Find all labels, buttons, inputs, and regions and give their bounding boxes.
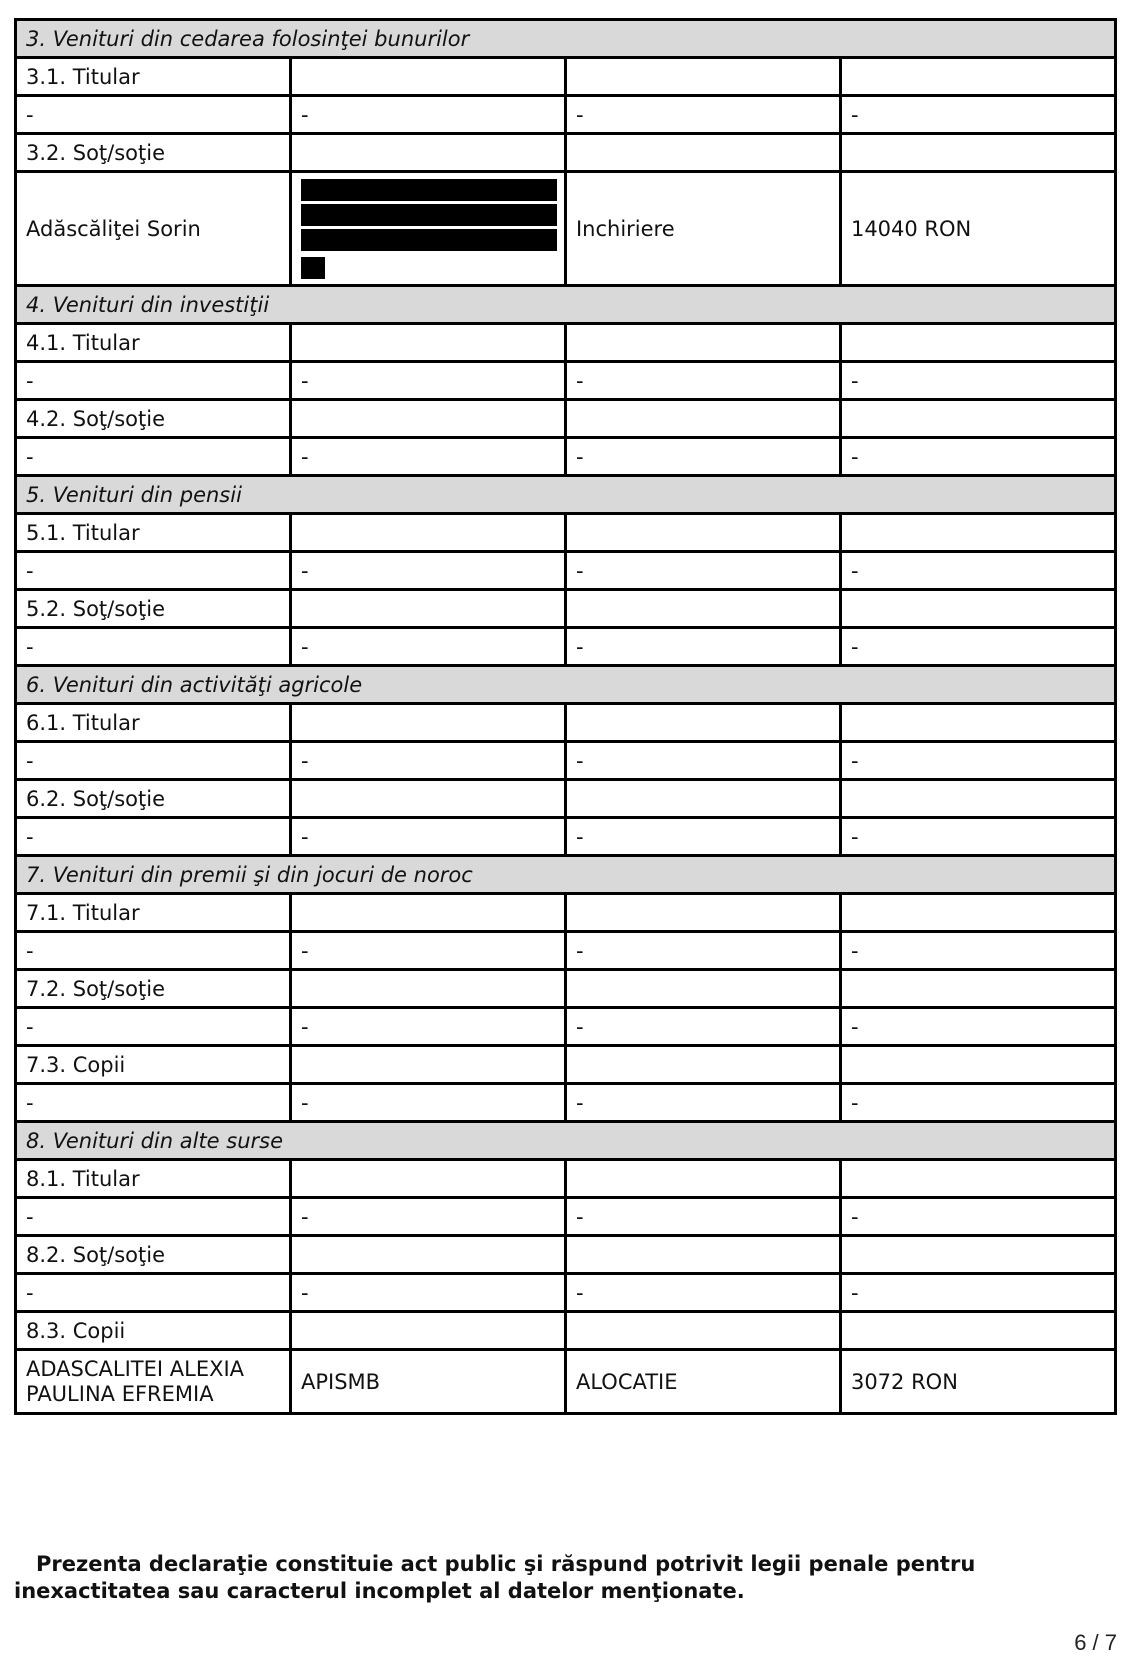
subsection-label: 3.2. Soţ/soţie bbox=[16, 134, 291, 172]
table-cell: - bbox=[840, 1198, 1115, 1236]
table-row bbox=[16, 1008, 1116, 1046]
table-cell: - bbox=[16, 438, 291, 476]
empty-cell bbox=[840, 894, 1115, 932]
redacted-cell bbox=[290, 172, 565, 286]
table-cell: - bbox=[290, 1008, 565, 1046]
empty-cell bbox=[290, 970, 565, 1008]
subsection-row bbox=[16, 970, 1116, 1008]
empty-cell bbox=[565, 1160, 840, 1198]
table-cell: - bbox=[840, 742, 1115, 780]
table-cell: - bbox=[290, 438, 565, 476]
table-cell: - bbox=[290, 96, 565, 134]
subsection-row bbox=[16, 324, 1116, 362]
empty-cell bbox=[565, 970, 840, 1008]
subsection-label: 7.3. Copii bbox=[16, 1046, 291, 1084]
empty-cell bbox=[565, 704, 840, 742]
table-cell: - bbox=[290, 628, 565, 666]
table-cell: - bbox=[16, 1084, 291, 1122]
subsection-label: 4.2. Soţ/soţie bbox=[16, 400, 291, 438]
table-cell: 3072 RON bbox=[840, 1350, 1115, 1414]
section-header-row bbox=[16, 666, 1116, 704]
subsection-row bbox=[16, 1046, 1116, 1084]
section-header-row bbox=[16, 1122, 1116, 1160]
table-row bbox=[16, 1350, 1116, 1414]
empty-cell bbox=[290, 134, 565, 172]
section-header-row bbox=[16, 20, 1116, 58]
empty-cell bbox=[840, 970, 1115, 1008]
table-row bbox=[16, 1274, 1116, 1312]
subsection-row bbox=[16, 1160, 1116, 1198]
table-cell: - bbox=[840, 628, 1115, 666]
income-table-body bbox=[16, 20, 1116, 1414]
empty-cell bbox=[840, 400, 1115, 438]
table-cell: - bbox=[290, 362, 565, 400]
table-cell: 14040 RON bbox=[840, 172, 1115, 286]
table-row bbox=[16, 552, 1116, 590]
table-cell: - bbox=[565, 438, 840, 476]
section-header-row bbox=[16, 286, 1116, 324]
empty-cell bbox=[840, 1236, 1115, 1274]
subsection-row bbox=[16, 894, 1116, 932]
empty-cell bbox=[565, 780, 840, 818]
table-cell: - bbox=[565, 1008, 840, 1046]
empty-cell bbox=[290, 780, 565, 818]
empty-cell bbox=[565, 324, 840, 362]
empty-cell bbox=[290, 590, 565, 628]
empty-cell bbox=[290, 514, 565, 552]
subsection-label: 3.1. Titular bbox=[16, 58, 291, 96]
empty-cell bbox=[290, 324, 565, 362]
empty-cell bbox=[290, 1312, 565, 1350]
table-cell: - bbox=[840, 438, 1115, 476]
redaction-bar bbox=[301, 179, 557, 201]
empty-cell bbox=[840, 58, 1115, 96]
empty-cell bbox=[565, 1312, 840, 1350]
empty-cell bbox=[290, 894, 565, 932]
table-cell: - bbox=[565, 628, 840, 666]
subsection-row bbox=[16, 704, 1116, 742]
income-table bbox=[14, 18, 1117, 1415]
subsection-row bbox=[16, 780, 1116, 818]
empty-cell bbox=[290, 1236, 565, 1274]
table-cell: - bbox=[565, 818, 840, 856]
subsection-label: 5.2. Soţ/soţie bbox=[16, 590, 291, 628]
empty-cell bbox=[840, 1160, 1115, 1198]
subsection-label: 4.1. Titular bbox=[16, 324, 291, 362]
page-number: 6 / 7 bbox=[1074, 1630, 1117, 1655]
table-cell: - bbox=[16, 96, 291, 134]
empty-cell bbox=[840, 704, 1115, 742]
section-title: 3. Venituri din cedarea folosinţei bunurilor bbox=[16, 20, 1116, 58]
subsection-label: 7.1. Titular bbox=[16, 894, 291, 932]
empty-cell bbox=[840, 134, 1115, 172]
section-title: 4. Venituri din investiţii bbox=[16, 286, 1116, 324]
table-row bbox=[16, 1084, 1116, 1122]
table-cell: - bbox=[290, 742, 565, 780]
empty-cell bbox=[840, 780, 1115, 818]
table-cell: - bbox=[565, 742, 840, 780]
table-cell: Inchiriere bbox=[565, 172, 840, 286]
table-cell: - bbox=[565, 362, 840, 400]
table-cell: - bbox=[16, 932, 291, 970]
table-cell: - bbox=[16, 1198, 291, 1236]
empty-cell bbox=[840, 1312, 1115, 1350]
table-cell: - bbox=[565, 96, 840, 134]
redaction-bar bbox=[301, 204, 557, 226]
empty-cell bbox=[565, 894, 840, 932]
footer-statement: Prezenta declaraţie constituie act public şi răspund potrivit legii penale pentru inexactitatea sau caracterul incomplet al datelor menţionate. bbox=[14, 1552, 976, 1603]
table-cell: - bbox=[290, 818, 565, 856]
redaction-block bbox=[301, 179, 555, 279]
empty-cell bbox=[290, 58, 565, 96]
empty-cell bbox=[290, 1046, 565, 1084]
table-cell: - bbox=[840, 362, 1115, 400]
table-cell: - bbox=[840, 96, 1115, 134]
empty-cell bbox=[565, 1046, 840, 1084]
subsection-row bbox=[16, 1236, 1116, 1274]
empty-cell bbox=[290, 704, 565, 742]
empty-cell bbox=[840, 1046, 1115, 1084]
section-title: 7. Venituri din premii şi din jocuri de noroc bbox=[16, 856, 1116, 894]
subsection-row bbox=[16, 400, 1116, 438]
table-cell: - bbox=[16, 818, 291, 856]
table-cell: APISMB bbox=[290, 1350, 565, 1414]
table-cell: - bbox=[16, 1008, 291, 1046]
table-cell: ADASCALITEI ALEXIA PAULINA EFREMIA bbox=[16, 1350, 291, 1414]
table-cell: ALOCATIE bbox=[565, 1350, 840, 1414]
table-cell: - bbox=[290, 552, 565, 590]
subsection-label: 8.2. Soţ/soţie bbox=[16, 1236, 291, 1274]
section-title: 8. Venituri din alte surse bbox=[16, 1122, 1116, 1160]
section-header-row bbox=[16, 856, 1116, 894]
subsection-row bbox=[16, 134, 1116, 172]
table-cell: - bbox=[290, 1198, 565, 1236]
table-cell: - bbox=[840, 932, 1115, 970]
table-cell: - bbox=[840, 1008, 1115, 1046]
empty-cell bbox=[565, 1236, 840, 1274]
table-row bbox=[16, 818, 1116, 856]
subsection-row bbox=[16, 1312, 1116, 1350]
section-title: 6. Venituri din activităţi agricole bbox=[16, 666, 1116, 704]
table-row bbox=[16, 628, 1116, 666]
subsection-label: 8.3. Copii bbox=[16, 1312, 291, 1350]
table-cell: - bbox=[840, 818, 1115, 856]
subsection-label: 6.1. Titular bbox=[16, 704, 291, 742]
table-row bbox=[16, 742, 1116, 780]
table-cell: - bbox=[16, 552, 291, 590]
empty-cell bbox=[840, 324, 1115, 362]
empty-cell bbox=[565, 134, 840, 172]
redaction-bar bbox=[301, 229, 557, 251]
subsection-row bbox=[16, 590, 1116, 628]
empty-cell bbox=[290, 1160, 565, 1198]
table-row bbox=[16, 362, 1116, 400]
table-cell: - bbox=[565, 1274, 840, 1312]
empty-cell bbox=[565, 590, 840, 628]
table-row bbox=[16, 96, 1116, 134]
section-header-row bbox=[16, 476, 1116, 514]
subsection-label: 7.2. Soţ/soţie bbox=[16, 970, 291, 1008]
empty-cell bbox=[290, 400, 565, 438]
table-cell: - bbox=[565, 1084, 840, 1122]
empty-cell bbox=[565, 400, 840, 438]
empty-cell bbox=[565, 514, 840, 552]
table-cell: - bbox=[840, 552, 1115, 590]
redaction-bar bbox=[301, 257, 325, 279]
table-cell: - bbox=[565, 552, 840, 590]
table-cell: Adăscăliţei Sorin bbox=[16, 172, 291, 286]
table-cell: - bbox=[16, 1274, 291, 1312]
table-cell: - bbox=[290, 932, 565, 970]
table-cell: - bbox=[290, 1274, 565, 1312]
table-row bbox=[16, 1198, 1116, 1236]
table-cell: - bbox=[290, 1084, 565, 1122]
subsection-label: 5.1. Titular bbox=[16, 514, 291, 552]
subsection-row bbox=[16, 58, 1116, 96]
table-cell: - bbox=[565, 1198, 840, 1236]
table-row bbox=[16, 438, 1116, 476]
empty-cell bbox=[840, 590, 1115, 628]
table-cell: - bbox=[16, 742, 291, 780]
table-cell: - bbox=[565, 932, 840, 970]
empty-cell bbox=[840, 514, 1115, 552]
table-cell: - bbox=[840, 1084, 1115, 1122]
table-cell: - bbox=[840, 1274, 1115, 1312]
section-title: 5. Venituri din pensii bbox=[16, 476, 1116, 514]
empty-cell bbox=[565, 58, 840, 96]
subsection-label: 6.2. Soţ/soţie bbox=[16, 780, 291, 818]
subsection-row bbox=[16, 514, 1116, 552]
table-row bbox=[16, 172, 1116, 286]
table-cell: - bbox=[16, 628, 291, 666]
table-cell: - bbox=[16, 362, 291, 400]
subsection-label: 8.1. Titular bbox=[16, 1160, 291, 1198]
table-row bbox=[16, 932, 1116, 970]
